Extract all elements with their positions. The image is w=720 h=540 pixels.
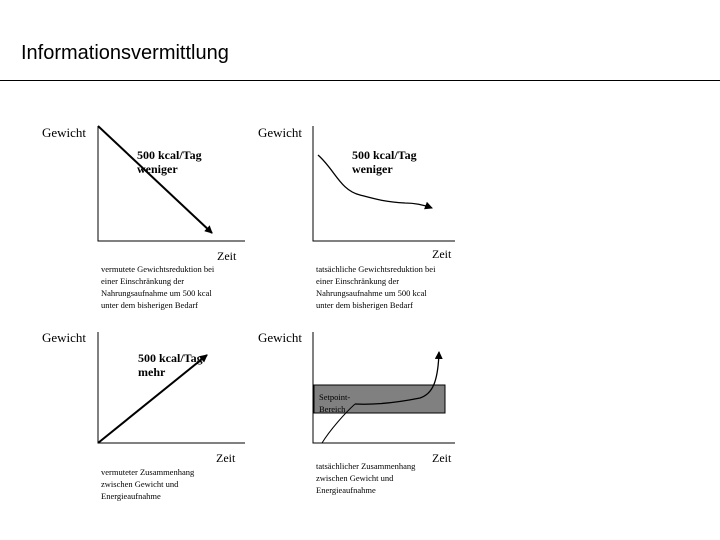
top-left-y-label: Gewicht bbox=[42, 125, 87, 140]
top-left-line bbox=[98, 126, 212, 233]
top-left-x-label: Zeit bbox=[217, 249, 237, 263]
bottom-right-caption: tatsächlicher Zusammenhang zwischen Gewicht und Energieaufnahme bbox=[316, 461, 416, 495]
top-right-annotation: 500 kcal/Tag weniger bbox=[352, 148, 417, 176]
top-left-axes bbox=[98, 126, 245, 241]
top-right-x-label: Zeit bbox=[432, 247, 452, 261]
top-right-caption: tatsächliche Gewichtsreduktion bei einer Einschränkung der Nahrungsaufnahme um 500 kcal unter dem bisherigen Bedarf bbox=[316, 264, 436, 310]
top-left-caption: vermutete Gewichtsreduktion bei einer Einschränkung der Nahrungsaufnahme um 500 kcal unter dem bisherigen Bedarf bbox=[101, 264, 215, 310]
bottom-left-annotation: 500 kcal/Tag mehr bbox=[138, 351, 203, 379]
bottom-left-caption: vermuteter Zusammenhang zwischen Gewicht und Energieaufnahme bbox=[101, 467, 195, 501]
setpoint-label: Setpoint-Bereich bbox=[319, 392, 351, 414]
bottom-right-y-label: Gewicht bbox=[258, 330, 303, 345]
top-right-y-label: Gewicht bbox=[258, 125, 303, 140]
top-left-annotation: 500 kcal/Tag weniger bbox=[137, 148, 202, 176]
page-title: Informationsvermittlung bbox=[21, 42, 229, 64]
top-right-axes bbox=[313, 126, 455, 241]
bottom-left-x-label: Zeit bbox=[216, 451, 236, 465]
bottom-right-x-label: Zeit bbox=[432, 451, 452, 465]
bottom-left-y-label: Gewicht bbox=[42, 330, 87, 345]
